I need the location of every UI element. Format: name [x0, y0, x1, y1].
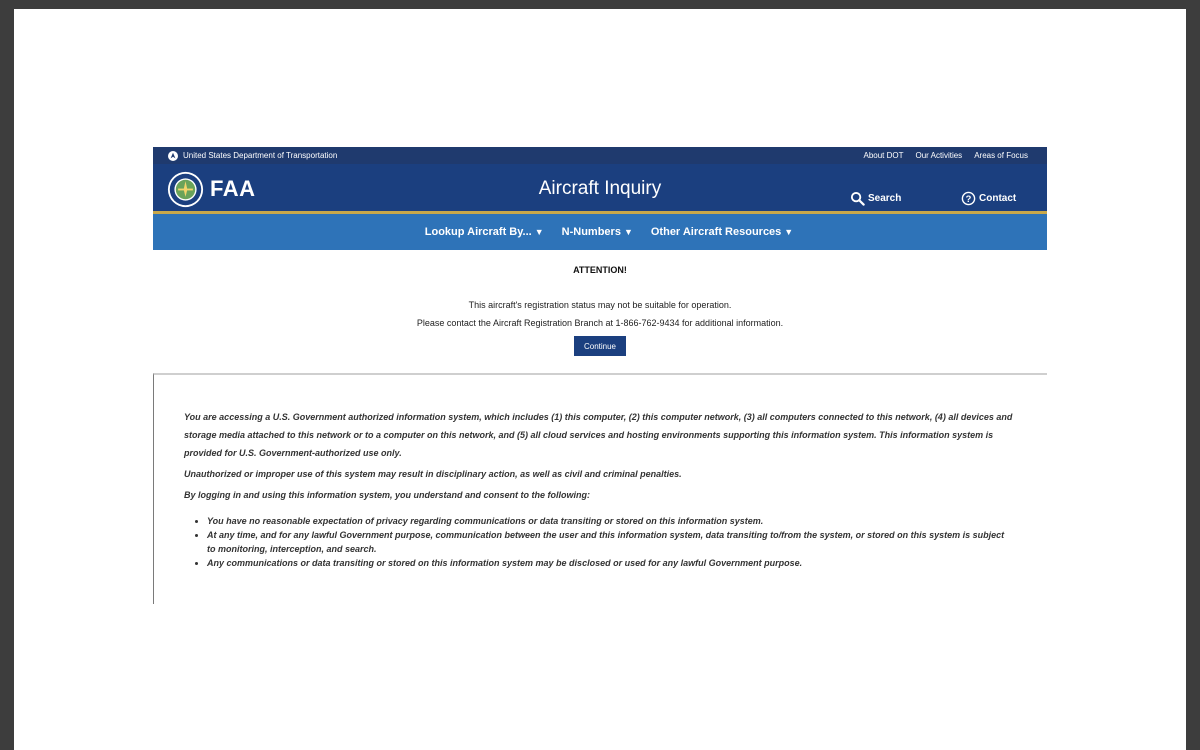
main-nav [153, 214, 1047, 250]
search-label: Search [868, 193, 902, 204]
caret-down-icon: ▼ [784, 227, 794, 237]
search-button[interactable] [850, 191, 901, 206]
nav-n-numbers-label: N-Numbers [561, 226, 621, 238]
list-item: • At any time, and for any lawful Government purpose, communication between the user and this information system, data transiting to/from the system, or stored on this system is subject to monitoring, interception, and search. [207, 528, 1014, 556]
caret-down-icon: ▼ [534, 227, 544, 237]
contact-label: Contact [979, 193, 1017, 204]
faa-logo-text[interactable]: FAA [210, 176, 256, 201]
page-canvas [14, 9, 1186, 750]
list-item: • You have no reasonable expectation of privacy regarding communications or data transiting or stored on this information system. [207, 514, 1014, 528]
nav-n-numbers[interactable] [562, 226, 633, 238]
notice-content [184, 408, 1014, 570]
contact-button[interactable] [961, 191, 1016, 206]
nav-other-resources-label: Other Aircraft Resources [650, 226, 782, 238]
list-item: • Any communications or data transiting or stored on this information system may be disclosed or used for any lawful Government purpose. [207, 556, 1014, 570]
search-icon [850, 191, 865, 206]
government-notice [153, 373, 1047, 604]
continue-button[interactable]: Continue [574, 336, 626, 356]
nav-lookup-aircraft[interactable] [425, 226, 544, 238]
faa-site [153, 147, 1047, 356]
page-title: Aircraft Inquiry [538, 178, 662, 199]
dot-links [863, 151, 1032, 160]
alert-message-2: Please contact the Aircraft Registration Branch at 1-866-762-9434 for additional information. [416, 318, 784, 328]
dot-agency-label: United States Department of Transportation [183, 151, 338, 160]
svg-text:?: ? [965, 193, 972, 204]
consent-list [184, 514, 1014, 570]
alert-message-1: This aircraft's registration status may not be suitable for operation. [468, 300, 732, 310]
dot-agency-link[interactable] [168, 151, 337, 161]
notice-paragraph-2: Unauthorized or improper use of this system may result in disciplinary action, as well as civil and criminal penalties. [184, 469, 682, 479]
nav-lookup-aircraft-label: Lookup Aircraft By... [424, 226, 532, 238]
notice-paragraph-1: You are accessing a U.S. Government authorized information system, which includes (1) this computer, (2) this computer network, (3) all computers connected to this network, (4) all devices and storage media attached to this network or to a computer on this network, and (5) all cloud services and hosting environments supporting this information system. This information system is provided for U.S. Government-authorized use only. [184, 412, 1013, 458]
faa-header [153, 164, 1047, 214]
nav-other-resources[interactable] [651, 226, 793, 238]
link-about-dot[interactable]: About DOT [863, 151, 904, 160]
dot-topbar [153, 147, 1047, 164]
notice-paragraph-3: By logging in and using this information system, you understand and consent to the following: [184, 490, 591, 500]
dot-logo-icon [168, 151, 178, 161]
link-our-activities[interactable]: Our Activities [915, 151, 963, 160]
help-circle-icon [961, 191, 976, 206]
caret-down-icon: ▼ [623, 227, 633, 237]
attention-heading: ATTENTION! [573, 265, 627, 275]
link-areas-of-focus[interactable]: Areas of Focus [974, 151, 1028, 160]
